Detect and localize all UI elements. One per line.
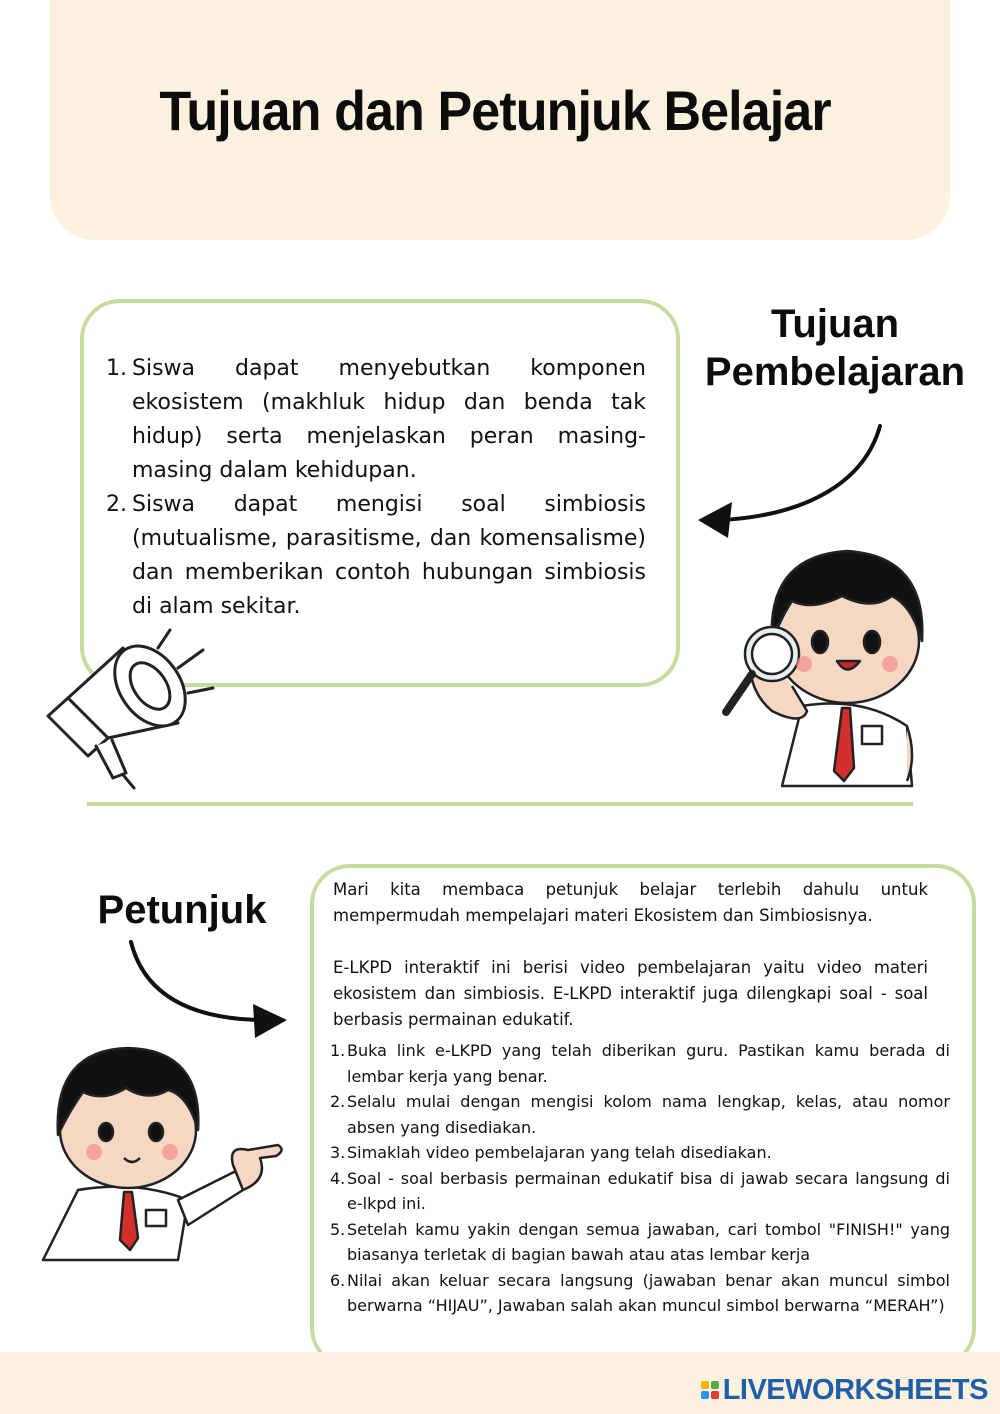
step-item — [330, 1217, 950, 1268]
step-text: Soal - soal berbasis permainan edukatif bisa di jawab secara langsung di e-lkpd ini. — [347, 1168, 950, 1213]
step-item — [330, 1089, 950, 1140]
step-number: 2. — [330, 1092, 346, 1111]
goal-number: 1. — [106, 356, 127, 381]
goal-item — [106, 488, 646, 624]
logo-square — [701, 1391, 709, 1399]
goals-heading-line1: Tujuan — [770, 302, 900, 346]
goal-number: 2. — [106, 492, 127, 517]
instructions-steps — [330, 1038, 950, 1319]
step-number: 4. — [330, 1168, 346, 1188]
boy-pointing-illustration — [28, 1040, 288, 1260]
liveworksheets-logo-icon — [701, 1381, 719, 1399]
step-item — [330, 1140, 950, 1166]
step-item — [330, 1166, 950, 1217]
step-number: 6. — [330, 1270, 346, 1290]
curved-arrow-right-icon — [125, 938, 295, 1038]
instructions-intro: Mari kita membaca petunjuk belajar terlebih dahulu untuk mempermudah mempelajari materi Ekosistem dan Simbiosisnya. — [333, 880, 928, 925]
step-text: Selalu mulai dengan mengisi kolom nama lengkap, kelas, atau nomor absen yang disediakan. — [347, 1092, 950, 1137]
step-item — [330, 1268, 950, 1319]
boy-magnifier-illustration — [712, 536, 922, 786]
logo-square — [711, 1391, 719, 1399]
goals-list — [106, 352, 646, 624]
step-item — [330, 1038, 950, 1089]
instructions-intro-block — [333, 877, 928, 1033]
step-number: 5. — [330, 1219, 346, 1239]
goals-heading-line2: Pembelajaran — [704, 350, 966, 394]
step-text: Setelah kamu yakin dengan semua jawaban, cari tombol "FINISH!" yang biasanya terletak di bagian bawah atau atas lembar kerja — [347, 1219, 950, 1264]
goal-item — [106, 352, 646, 488]
step-number: 1. — [330, 1041, 346, 1060]
liveworksheets-brand[interactable] — [701, 1372, 988, 1408]
megaphone-icon — [38, 628, 218, 798]
section-divider — [87, 802, 913, 806]
curved-arrow-left-icon — [690, 420, 890, 550]
logo-square — [701, 1381, 709, 1389]
goal-text: Siswa dapat mengisi soal simbiosis (mutualisme, parasitisme, dan komensalisme) dan memberikan contoh hubungan simbiosis di alam sekitar. — [132, 492, 646, 619]
logo-square — [711, 1381, 719, 1389]
instructions-heading: Petunjuk — [97, 888, 267, 932]
step-text: Buka link e-LKPD yang telah diberikan guru. Pastikan kamu berada di lembar kerja yang benar. — [347, 1041, 950, 1086]
goals-heading — [700, 300, 970, 396]
page-title: Tujuan dan Petunjuk Belajar — [159, 79, 831, 142]
brand-text: LIVEWORKSHEETS — [722, 1373, 988, 1406]
step-text: Nilai akan keluar secara langsung (jawaban benar akan muncul simbol berwarna “HIJAU”, Jawaban salah akan muncul simbol berwarna “MERAH”) — [347, 1270, 950, 1315]
goal-text: Siswa dapat menyebutkan komponen ekosistem (makhluk hidup dan benda tak hidup) serta menjelaskan peran masing-masing dalam kehidupan. — [132, 356, 646, 483]
instructions-description: E-LKPD interaktif ini berisi video pembelajaran yaitu video materi ekosistem dan simbiosis. E-LKPD interaktif juga dilengkapi soal - soal berbasis permainan edukatif. — [333, 958, 928, 1029]
step-text: Simaklah video pembelajaran yang telah disediakan. — [347, 1143, 772, 1162]
step-number: 3. — [330, 1143, 346, 1162]
